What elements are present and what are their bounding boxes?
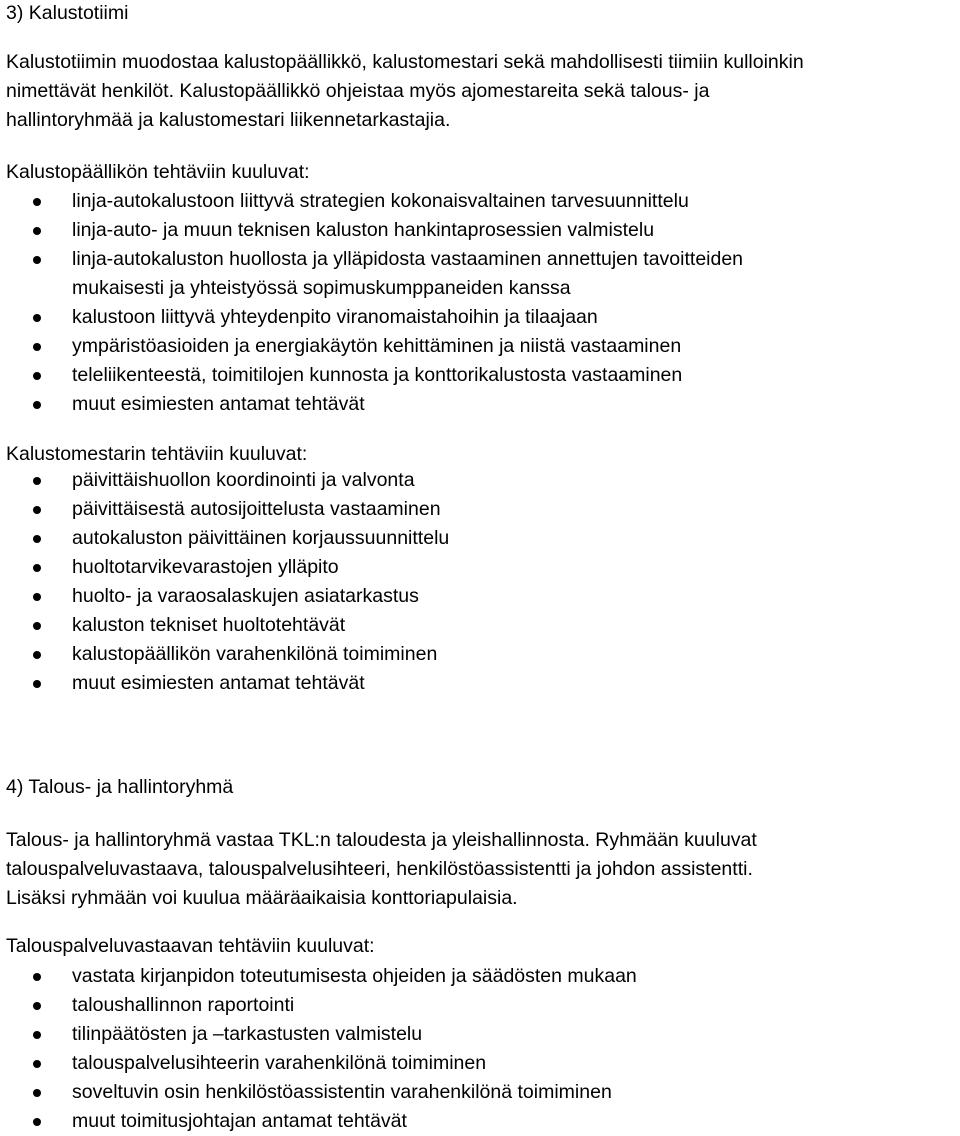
bullet-icon: [33, 343, 41, 351]
bullet-icon: [33, 680, 41, 688]
kalustotiimi-intro-paragraph: [6, 48, 960, 135]
bullet-icon: [33, 622, 41, 630]
paragraph-line: Lisäksi ryhmään voi kuulua määräaikaisia konttoriapulaisia.: [6, 887, 518, 909]
list-item: [6, 495, 956, 524]
list-item-text: vastata kirjanpidon toteutumisesta ohjeiden ja säädösten mukaan: [72, 965, 637, 987]
bullet-icon: [33, 314, 41, 322]
bullet-icon: [33, 973, 41, 981]
bullet-icon: [33, 506, 41, 514]
list-item: [6, 303, 956, 332]
bullet-icon: [33, 1031, 41, 1039]
section-heading-kalustotiimi: 3) Kalustotiimi: [6, 2, 129, 24]
master-tasks-list: [6, 466, 956, 698]
list-item-text: huolto- ja varaosalaskujen asiatarkastus: [72, 585, 419, 607]
paragraph-line: hallintoryhmää ja kalustomestari liikennetarkastajia.: [6, 109, 451, 131]
list-item-text: muut esimiesten antamat tehtävät: [72, 393, 365, 415]
bullet-icon: [33, 372, 41, 380]
list-item: [6, 669, 956, 698]
bullet-icon: [33, 477, 41, 485]
paragraph-line: Kalustotiimin muodostaa kalustopäällikkö, kalustomestari sekä mahdollisesti tiimiin kulloinkin: [6, 51, 804, 73]
list-item: [6, 332, 956, 361]
list-item: [6, 991, 956, 1020]
list-item-text: kalustopäällikön varahenkilönä toimiminen: [72, 643, 438, 665]
list-item: [6, 1107, 956, 1136]
list-item-text: päivittäishuollon koordinointi ja valvonta: [72, 469, 415, 491]
list-item: [6, 216, 956, 245]
manager-tasks-list: [6, 187, 956, 419]
list-item: [6, 524, 956, 553]
officer-tasks-intro: Talouspalveluvastaavan tehtäviin kuuluvat:: [6, 935, 375, 957]
list-item-text: ympäristöasioiden ja energiakäytön kehittäminen ja niistä vastaaminen: [72, 335, 682, 357]
list-item-text: linja-auto- ja muun teknisen kaluston hankintaprosessien valmistelu: [72, 219, 655, 241]
bullet-icon: [33, 1089, 41, 1097]
bullet-icon: [33, 1060, 41, 1068]
list-item: [6, 1049, 956, 1078]
list-item-text: talouspalvelusihteerin varahenkilönä toimiminen: [72, 1052, 487, 1074]
paragraph-line: talouspalveluvastaava, talouspalvelusihteeri, henkilöstöassistentti ja johdon assistentti.: [6, 858, 753, 880]
list-item: [6, 390, 956, 419]
list-item-text: linja-autokalustoon liittyvä strategien kokonaisvaltainen tarvesuunnittelu: [72, 190, 689, 212]
section-heading-talous-ja-hallintoryhma: 4) Talous- ja hallintoryhmä: [6, 776, 234, 798]
bullet-icon: [33, 1118, 41, 1126]
list-item: [6, 187, 956, 216]
list-item: [6, 640, 956, 669]
bullet-icon: [33, 256, 41, 264]
bullet-icon: [33, 593, 41, 601]
list-item-text: muut esimiesten antamat tehtävät: [72, 672, 365, 694]
list-item-text: huoltotarvikevarastojen ylläpito: [72, 556, 339, 578]
bullet-icon: [33, 564, 41, 572]
list-item: [6, 1078, 956, 1107]
bullet-icon: [33, 651, 41, 659]
bullet-icon: [33, 401, 41, 409]
officer-tasks-list: [6, 962, 956, 1136]
manager-tasks-intro: Kalustopäällikön tehtäviin kuuluvat:: [6, 161, 310, 183]
list-item: [6, 582, 956, 611]
bullet-icon: [33, 1002, 41, 1010]
list-item-text-continuation: mukaisesti ja yhteistyössä sopimuskumppaneiden kanssa: [72, 277, 571, 299]
list-item: [6, 1020, 956, 1049]
paragraph-line: nimettävät henkilöt. Kalustopäällikkö ohjeistaa myös ajomestareita sekä talous- ja: [6, 80, 710, 102]
list-item-text: soveltuvin osin henkilöstöassistentin varahenkilönä toimiminen: [72, 1081, 612, 1103]
list-item-text: tilinpäätösten ja –tarkastusten valmistelu: [72, 1023, 423, 1045]
bullet-icon: [33, 198, 41, 206]
list-item: [6, 466, 956, 495]
list-item: [6, 962, 956, 991]
master-tasks-intro: Kalustomestarin tehtäviin kuuluvat:: [6, 443, 308, 465]
list-item-text: päivittäisestä autosijoittelusta vastaaminen: [72, 498, 441, 520]
talous-intro-paragraph: [6, 826, 960, 913]
bullet-icon: [33, 535, 41, 543]
list-item-text: taloushallinnon raportointi: [72, 994, 295, 1016]
paragraph-line: Talous- ja hallintoryhmä vastaa TKL:n taloudesta ja yleishallinnosta. Ryhmään kuuluvat: [6, 829, 757, 851]
list-item: [6, 611, 956, 640]
list-item: [6, 553, 956, 582]
list-item: [6, 245, 956, 303]
list-item-text: autokaluston päivittäinen korjaussuunnittelu: [72, 527, 450, 549]
list-item-text: linja-autokaluston huollosta ja ylläpidosta vastaaminen annettujen tavoitteiden: [72, 248, 744, 270]
list-item-text: kalustoon liittyvä yhteydenpito viranomaistahoihin ja tilaajaan: [72, 306, 598, 328]
list-item-text: teleliikenteestä, toimitilojen kunnosta ja konttorikalustosta vastaaminen: [72, 364, 683, 386]
list-item-text: kaluston tekniset huoltotehtävät: [72, 614, 346, 636]
list-item-text: muut toimitusjohtajan antamat tehtävät: [72, 1110, 407, 1132]
bullet-icon: [33, 227, 41, 235]
list-item: [6, 361, 956, 390]
